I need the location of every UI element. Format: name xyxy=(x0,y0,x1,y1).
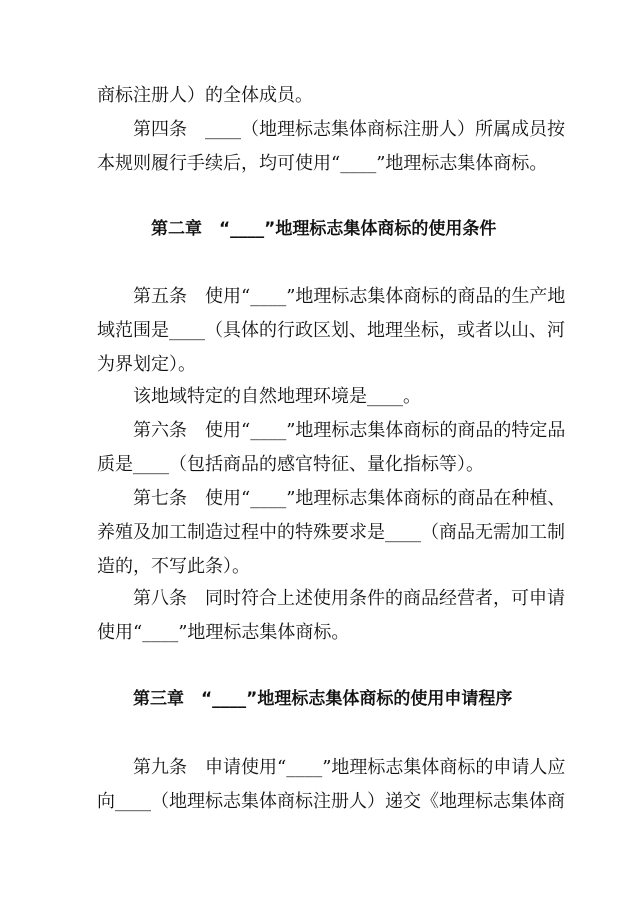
paragraph-line: 养殖及加工制造过程中的特殊要求是____（商品无需加工制 xyxy=(97,522,565,543)
paragraph-line: 域范围是____（具体的行政区划、地理坐标，或者以山、河 xyxy=(97,320,565,341)
chapter-3-heading: 第三章 “____”地理标志集体商标的使用申请程序 xyxy=(133,689,513,709)
chapter-2-heading: 第二章 “____”地理标志集体商标的使用条件 xyxy=(151,219,497,239)
paragraph-line: 造的，不写此条）。 xyxy=(97,556,250,577)
article-4-line: 第四条 ____（地理标志集体商标注册人）所属成员按 xyxy=(133,119,565,140)
paragraph-line: 为界划定）。 xyxy=(97,354,196,375)
article-6-line: 第六条 使用“____”地理标志集体商标的商品的特定品 xyxy=(133,420,566,441)
paragraph-line: 该地域特定的自然地理环境是____。 xyxy=(133,386,421,407)
article-7-line: 第七条 使用“____”地理标志集体商标的商品在种植、 xyxy=(133,488,566,509)
paragraph-line: 商标注册人）的全体成员。 xyxy=(97,85,313,106)
paragraph-line: 本规则履行手续后，均可使用“____”地理标志集体商标。 xyxy=(97,153,548,174)
paragraph-line: 使用“____”地理标志集体商标。 xyxy=(97,622,350,643)
article-8-line: 第八条 同时符合上述使用条件的商品经营者，可申请 xyxy=(133,588,565,609)
paragraph-line: 向____（地理标志集体商标注册人）递交《地理标志集体商 xyxy=(97,791,565,812)
article-5-line: 第五条 使用“____”地理标志集体商标的商品的生产地 xyxy=(133,286,566,307)
paragraph-line: 质是____（包括商品的感官特征、量化指标等）。 xyxy=(97,454,484,475)
article-9-line: 第九条 申请使用“____”地理标志集体商标的申请人应 xyxy=(133,757,566,778)
